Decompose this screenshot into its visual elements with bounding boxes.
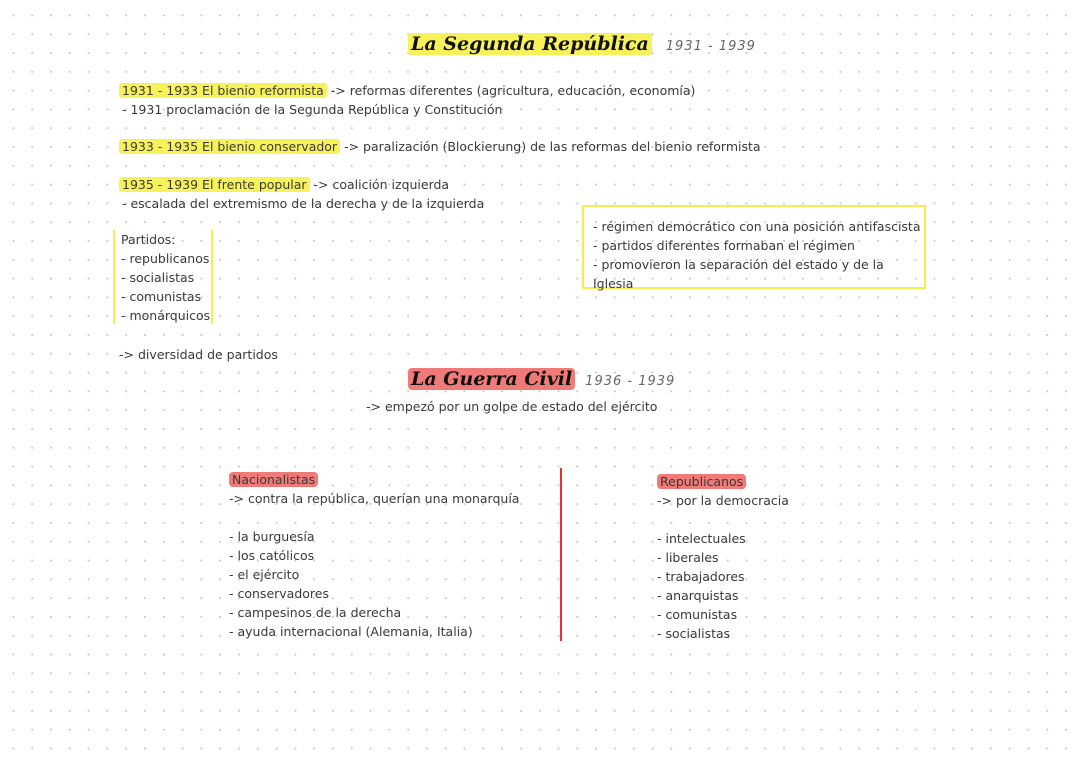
partidos-box [113, 230, 213, 324]
nacionalistas-desc: -> contra la república, querían una monarquía [229, 491, 520, 506]
republica-title-wrap [408, 33, 756, 55]
regimen-box [582, 205, 926, 289]
conservador-text: -> paralización (Blockierung) de las reformas del bienio reformista [344, 139, 761, 154]
frente-line [119, 175, 449, 194]
republicanos-item: - trabajadores [657, 569, 745, 584]
republicanos-column [657, 472, 789, 643]
regimen-item: - promovieron la separación del estado y de la Iglesia [593, 257, 884, 291]
frente-sub: - escalada del extremismo de la derecha y de la izquierda [122, 196, 485, 211]
partido-item: - monárquicos [121, 308, 211, 323]
guerra-years: 1936 - 1939 [585, 374, 676, 389]
nacionalistas-column [229, 470, 519, 641]
reformista-line [119, 81, 695, 100]
conservador-heading: 1933 - 1935 El bienio conservador [119, 139, 340, 154]
regimen-item: - régimen democrático con una posición antifascista [593, 219, 921, 234]
nacionalistas-item: - ayuda internacional (Alemania, Italia) [229, 624, 473, 639]
reformista-heading: 1931 - 1933 El bienio reformista [119, 83, 327, 98]
partido-item: - comunistas [121, 289, 202, 304]
partidos-label: Partidos: [121, 232, 176, 247]
guerra-title: La Guerra Civil [408, 368, 575, 390]
nacionalistas-item: - la burguesía [229, 529, 315, 544]
republicanos-item: - liberales [657, 550, 719, 565]
frente-heading: 1935 - 1939 El frente popular [119, 177, 310, 192]
conservador-line [119, 137, 761, 156]
republicanos-item: - anarquistas [657, 588, 739, 603]
guerra-title-wrap [408, 368, 675, 390]
nacionalistas-item: - campesinos de la derecha [229, 605, 402, 620]
nacionalistas-item: - conservadores [229, 586, 329, 601]
partido-item: - socialistas [121, 270, 195, 285]
reformista-sub: - 1931 proclamación de la Segunda República y Constitución [122, 102, 503, 117]
republicanos-desc: -> por la democracia [657, 493, 789, 508]
republicanos-item: - intelectuales [657, 531, 746, 546]
republica-years: 1931 - 1939 [665, 39, 756, 54]
column-divider [560, 468, 562, 641]
frente-text: -> coalición izquierda [313, 177, 450, 192]
reformista-text: -> reformas diferentes (agricultura, educación, economía) [330, 83, 696, 98]
nacionalistas-label: Nacionalistas [229, 472, 318, 487]
republica-title: La Segunda República [408, 33, 652, 55]
republicanos-item: - comunistas [657, 607, 738, 622]
republicanos-label: Republicanos [657, 474, 746, 489]
nacionalistas-item: - los católicos [229, 548, 315, 563]
partido-item: - republicanos [121, 251, 210, 266]
regimen-item: - partidos diferentes formaban el régimen [593, 238, 855, 253]
nacionalistas-item: - el ejército [229, 567, 300, 582]
diversidad-text: -> diversidad de partidos [119, 347, 278, 362]
guerra-subtitle: -> empezó por un golpe de estado del ejército [366, 399, 658, 414]
republicanos-item: - socialistas [657, 626, 731, 641]
